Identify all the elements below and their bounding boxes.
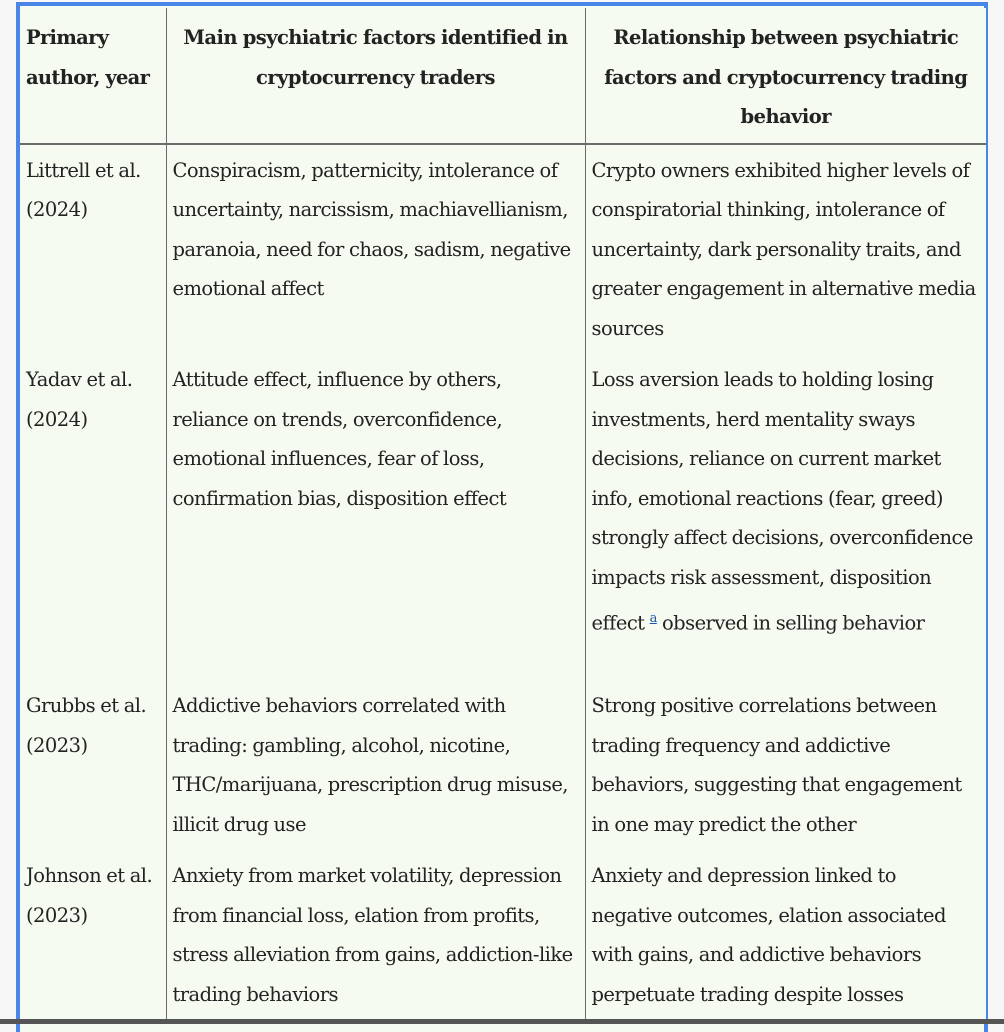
cell-author: Littrell et al. (2024): [26, 158, 141, 221]
header-psychiatric-factors: Main psychiatric factors identified in cryptocurrency traders: [166, 8, 585, 144]
table-row: [20, 144, 986, 355]
header-author-year: Primary author, year: [20, 8, 166, 144]
cell-author: Yadav et al. (2024): [26, 368, 133, 431]
cell-author: Grubbs et al. (2023): [26, 694, 147, 757]
table-bottom-border: [0, 1019, 1004, 1024]
cell-factors: Conspiracism, patternicity, intolerance of uncertainty, narcissism, machiavellianism, paranoia, need for chaos, sadism, negative emotional affect: [166, 144, 585, 355]
table-frame: [16, 2, 988, 1032]
psychiatric-factors-table: [20, 8, 986, 1022]
cell-factors: Anxiety from market volatility, depression from financial loss, elation from profits, stress alleviation from gains, addiction-like trading behaviors: [166, 850, 585, 1022]
cell-factors: Addictive behaviors correlated with trading: gambling, alcohol, nicotine, THC/marijuana, prescription drug misuse, illicit drug use: [166, 680, 585, 850]
table-header-row: [20, 8, 986, 144]
relationship-text-continued: observed in selling behavior: [656, 611, 925, 635]
cell-relationship: [585, 354, 986, 680]
cell-relationship: Crypto owners exhibited higher levels of conspiratorial thinking, intolerance of uncertainty, dark personality traits, and greater engagement in alternative media sources: [585, 144, 986, 355]
cell-author: Johnson et al. (2023): [26, 864, 153, 927]
footnote-link-a[interactable]: a: [649, 611, 657, 626]
table-row: [20, 680, 986, 850]
footnote-marker: [650, 607, 657, 626]
table-row: [20, 354, 986, 680]
header-relationship: Relationship between psychiatric factors and cryptocurrency trading behavior: [585, 8, 986, 144]
relationship-text: Loss aversion leads to holding losing investments, herd mentality sways decisions, reliance on current market info, emotional reactions (fear, greed) strongly affect decisions, overconfidence impacts risk assessment, disposition effect: [591, 368, 973, 635]
cell-factors: Attitude effect, influence by others, reliance on trends, overconfidence, emotional influences, fear of loss, confirmation bias, disposition effect: [166, 354, 585, 680]
table-row: [20, 850, 986, 1022]
cell-relationship: Strong positive correlations between trading frequency and addictive behaviors, suggesting that engagement in one may predict the other: [585, 680, 986, 850]
cell-relationship: Anxiety and depression linked to negative outcomes, elation associated with gains, and addictive behaviors perpetuate trading despite losses: [585, 850, 986, 1022]
